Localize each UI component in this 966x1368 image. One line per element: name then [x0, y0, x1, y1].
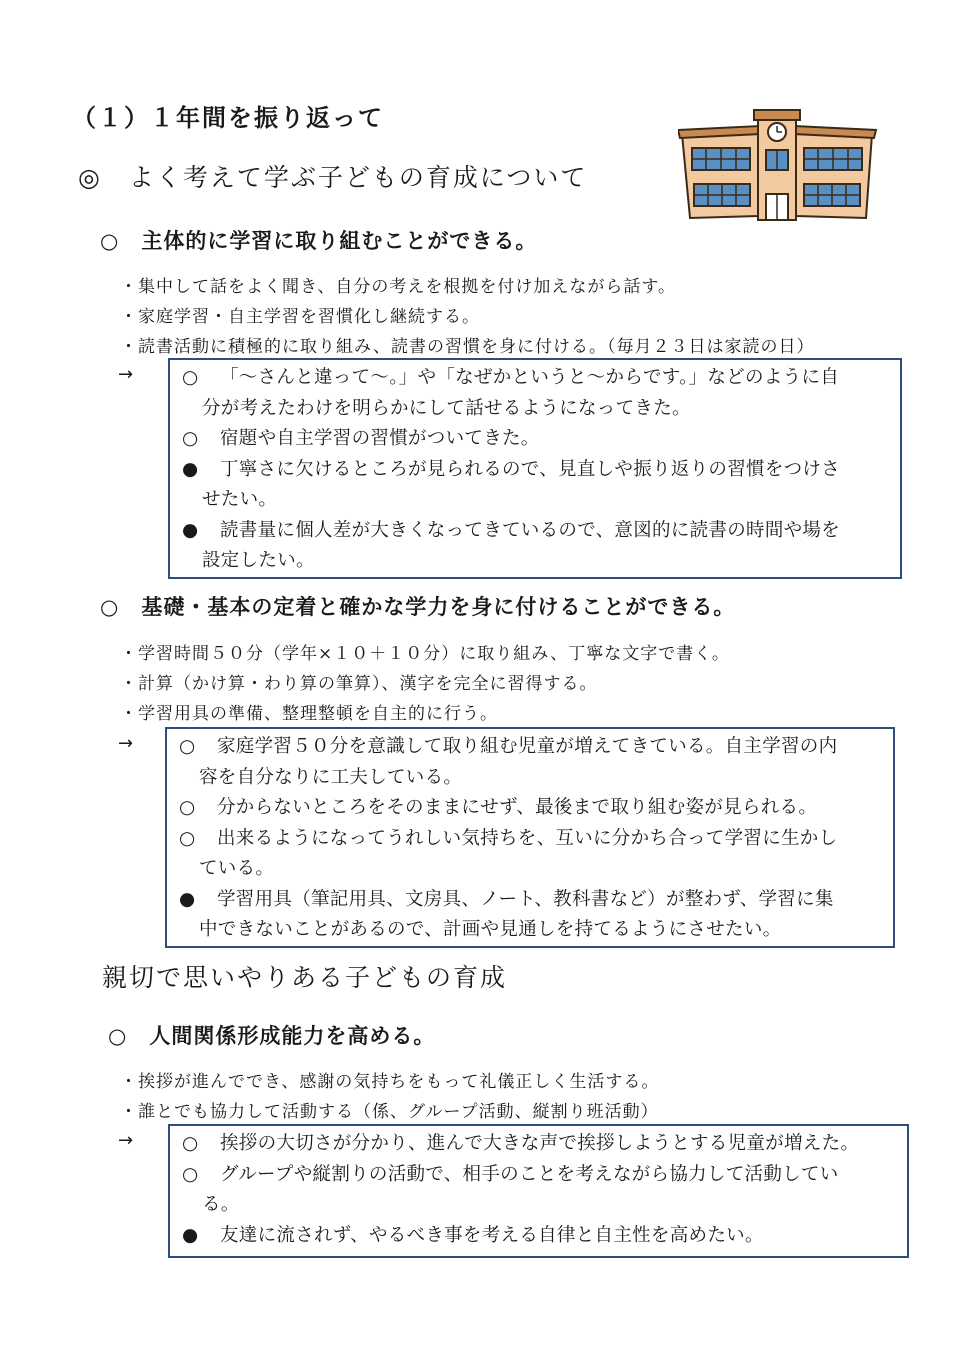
list-item: ・集中して話をよく聞き、自分の考えを根拠を付け加えながら話す。: [120, 277, 676, 297]
box-line: ○ グループや縦割りの活動で、相手のことを考えながら協力して活動してい: [182, 1163, 839, 1185]
arrow-icon: →: [118, 733, 134, 754]
box-line: ○ 宿題や自主学習の習慣がついてきた。: [182, 428, 540, 449]
box-line: る。: [202, 1194, 240, 1215]
box-line: 容を自分なりに工夫している。: [199, 766, 463, 788]
page-heading: （１）１年間を振り返って: [72, 104, 384, 132]
arrow-icon: →: [118, 364, 134, 385]
box-line: ている。: [199, 858, 275, 879]
list-item: ・読書活動に積極的に取り組み、読書の習慣を身に付ける。（毎月２３日は家読の日）: [120, 337, 815, 357]
list-item: ・学習時間５０分（学年×１０＋１０分）に取り組み、丁寧な文字で書く。: [120, 644, 730, 664]
list-item: ・挨拶が進んででき、感謝の気持ちをもって礼儀正しく生活する。: [120, 1072, 660, 1092]
list-item: ・計算（かけ算・わり算の筆算）、漢字を完全に習得する。: [120, 674, 598, 694]
box-line: 分が考えたわけを明らかにして話せるようになってきた。: [202, 397, 691, 419]
evaluation-box: [165, 727, 895, 948]
box-line: 中できないことがあるので、計画や見通しを持てるようにさせたい。: [199, 919, 782, 940]
box-line: ○ 分からないところをそのままにせず、最後まで取り組む姿が見られる。: [179, 797, 818, 818]
box-line: ○ 出来るようになってうれしい気持ちを、互いに分かち合って学習に生かし: [179, 827, 838, 849]
section1-goal1-title: ○ 主体的に学習に取り組むことができる。: [100, 229, 538, 253]
list-item: ・学習用具の準備、整理整頓を自主的に行う。: [120, 704, 498, 724]
section1-title: ◎ よく考えて学ぶ子どもの育成について: [78, 163, 588, 192]
box-line: 設定したい。: [202, 550, 315, 571]
box-line: ● 友達に流されず、やるべき事を考える自律と自主性を高めたい。: [182, 1224, 764, 1246]
school-building-illustration: [678, 106, 878, 224]
evaluation-box: [168, 1124, 909, 1258]
box-line: ○ 家庭学習５０分を意識して取り組む児童が増えてきている。自主学習の内: [179, 736, 838, 757]
arrow-icon: →: [118, 1130, 134, 1151]
section2-title: 親切で思いやりある子どもの育成: [102, 963, 508, 992]
list-item: ・家庭学習・自主学習を習慣化し継続する。: [120, 307, 480, 327]
box-line: ● 丁寧さに欠けるところが見られるので、見直しや振り返りの習慣をつけさ: [182, 458, 841, 480]
box-line: ● 読書量に個人差が大きくなってきているので、意図的に読書の時間や場を: [182, 519, 841, 541]
section1-goal2-title: ○ 基礎・基本の定着と確かな学力を身に付けることができる。: [100, 595, 736, 619]
box-line: ○ 「〜さんと違って〜。」や「なぜかというと〜からです。」などのように自: [182, 367, 840, 388]
evaluation-box: [168, 358, 902, 579]
school-building-icon: [678, 106, 878, 224]
box-line: ● 学習用具（筆記用具、文房具、ノート、教科書など）が整わず、学習に集: [179, 888, 834, 910]
list-item: ・誰とでも協力して活動する（係、グループ活動、縦割り班活動）: [120, 1102, 659, 1122]
box-line: ○ 挨拶の大切さが分かり、進んで大きな声で挨拶しようとする児童が増えた。: [182, 1133, 860, 1154]
section2-goal1-title: ○ 人間関係形成能力を高める。: [108, 1024, 436, 1048]
box-line: せたい。: [202, 489, 278, 510]
